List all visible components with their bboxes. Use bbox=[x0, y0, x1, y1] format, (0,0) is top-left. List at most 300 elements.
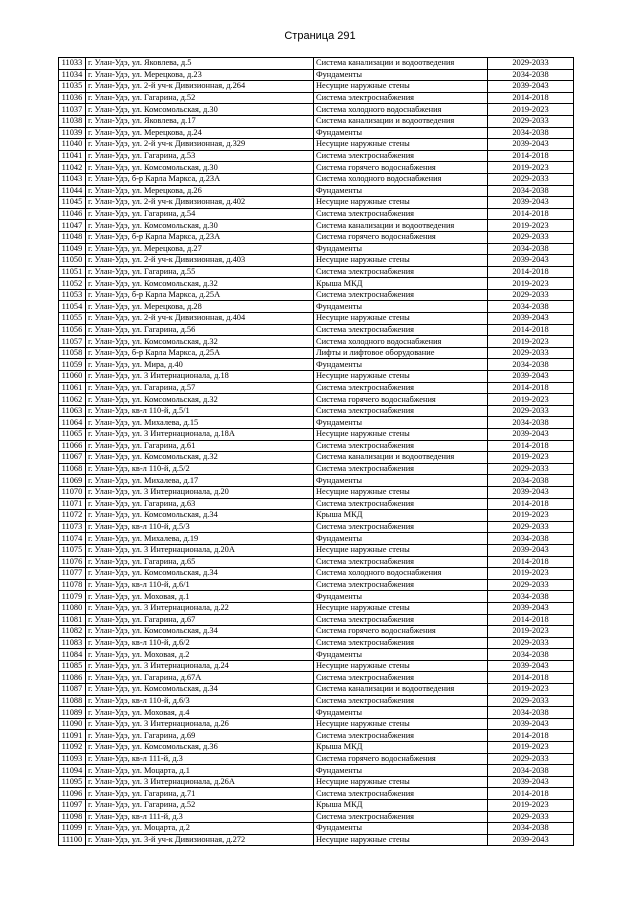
address-cell: г. Улан-Удэ, кв-л 111-й, д.3 bbox=[86, 811, 314, 823]
address-cell: г. Улан-Удэ, ул. Гагарина, д.71 bbox=[86, 788, 314, 800]
table-row bbox=[59, 429, 574, 441]
table-row bbox=[59, 58, 574, 70]
row-number-cell: 11047 bbox=[59, 220, 86, 232]
work-type-cell: Система горячего водоснабжения bbox=[314, 753, 488, 765]
address-cell: г. Улан-Удэ, ул. Мерецкова, д.23 bbox=[86, 69, 314, 81]
period-cell: 2029-2033 bbox=[488, 58, 574, 70]
period-cell: 2029-2033 bbox=[488, 695, 574, 707]
period-cell: 2039-2043 bbox=[488, 544, 574, 556]
work-type-cell: Система электроснабжения bbox=[314, 672, 488, 684]
table-row bbox=[59, 440, 574, 452]
row-number-cell: 11066 bbox=[59, 440, 86, 452]
period-cell: 2039-2043 bbox=[488, 81, 574, 93]
address-cell: г. Улан-Удэ, ул. 3 Интернационала, д.20 bbox=[86, 486, 314, 498]
address-cell: г. Улан-Удэ, ул. 2-й уч-к Дивизионная, д.403 bbox=[86, 255, 314, 267]
period-cell: 2019-2023 bbox=[488, 104, 574, 116]
table-row bbox=[59, 266, 574, 278]
work-type-cell: Система холодного водоснабжения bbox=[314, 173, 488, 185]
period-cell: 2029-2033 bbox=[488, 347, 574, 359]
address-cell: г. Улан-Удэ, ул. Гагарина, д.56 bbox=[86, 324, 314, 336]
work-type-cell: Система горячего водоснабжения bbox=[314, 626, 488, 638]
work-type-cell: Система электроснабжения bbox=[314, 637, 488, 649]
table-row bbox=[59, 533, 574, 545]
period-cell: 2039-2043 bbox=[488, 834, 574, 846]
address-cell: г. Улан-Удэ, ул. 2-й уч-к Дивизионная, д.404 bbox=[86, 313, 314, 325]
row-number-cell: 11053 bbox=[59, 289, 86, 301]
row-number-cell: 11043 bbox=[59, 173, 86, 185]
address-cell: г. Улан-Удэ, ул. 3 Интернационала, д.20А bbox=[86, 544, 314, 556]
row-number-cell: 11071 bbox=[59, 498, 86, 510]
work-type-cell: Система холодного водоснабжения bbox=[314, 104, 488, 116]
work-type-cell: Крыша МКД bbox=[314, 800, 488, 812]
work-type-cell: Система электроснабжения bbox=[314, 266, 488, 278]
period-cell: 2014-2018 bbox=[488, 614, 574, 626]
address-cell: г. Улан-Удэ, ул. Комсомольская, д.30 bbox=[86, 162, 314, 174]
period-cell: 2039-2043 bbox=[488, 486, 574, 498]
table-row bbox=[59, 602, 574, 614]
work-type-cell: Система канализации и водоотведения bbox=[314, 58, 488, 70]
row-number-cell: 11037 bbox=[59, 104, 86, 116]
work-type-cell: Система горячего водоснабжения bbox=[314, 394, 488, 406]
table-row bbox=[59, 336, 574, 348]
row-number-cell: 11057 bbox=[59, 336, 86, 348]
period-cell: 2029-2033 bbox=[488, 811, 574, 823]
address-cell: г. Улан-Удэ, ул. Михалева, д.17 bbox=[86, 475, 314, 487]
row-number-cell: 11035 bbox=[59, 81, 86, 93]
address-cell: г. Улан-Удэ, ул. 2-й уч-к Дивизионная, д.264 bbox=[86, 81, 314, 93]
table-row bbox=[59, 788, 574, 800]
work-type-cell: Система электроснабжения bbox=[314, 614, 488, 626]
period-cell: 2014-2018 bbox=[488, 266, 574, 278]
address-cell: г. Улан-Удэ, ул. Гагарина, д.52 bbox=[86, 92, 314, 104]
work-type-cell: Фундаменты bbox=[314, 69, 488, 81]
address-cell: г. Улан-Удэ, ул. Гагарина, д.52 bbox=[86, 800, 314, 812]
address-cell: г. Улан-Удэ, ул. 3 Интернационала, д.22 bbox=[86, 602, 314, 614]
row-number-cell: 11074 bbox=[59, 533, 86, 545]
table-row bbox=[59, 371, 574, 383]
work-type-cell: Система электроснабжения bbox=[314, 208, 488, 220]
period-cell: 2029-2033 bbox=[488, 289, 574, 301]
period-cell: 2029-2033 bbox=[488, 753, 574, 765]
period-cell: 2019-2023 bbox=[488, 336, 574, 348]
period-cell: 2014-2018 bbox=[488, 730, 574, 742]
table-row bbox=[59, 695, 574, 707]
address-cell: г. Улан-Удэ, ул. Гагарина, д.69 bbox=[86, 730, 314, 742]
address-cell: г. Улан-Удэ, ул. Комсомольская, д.32 bbox=[86, 278, 314, 290]
row-number-cell: 11070 bbox=[59, 486, 86, 498]
work-type-cell: Фундаменты bbox=[314, 127, 488, 139]
row-number-cell: 11092 bbox=[59, 742, 86, 754]
address-cell: г. Улан-Удэ, ул. Гагарина, д.54 bbox=[86, 208, 314, 220]
table-row bbox=[59, 81, 574, 93]
address-cell: г. Улан-Удэ, кв-л 110-й, д.6/1 bbox=[86, 579, 314, 591]
row-number-cell: 11078 bbox=[59, 579, 86, 591]
row-number-cell: 11089 bbox=[59, 707, 86, 719]
row-number-cell: 11060 bbox=[59, 371, 86, 383]
table-row bbox=[59, 730, 574, 742]
address-cell: г. Улан-Удэ, ул. Яковлева, д.5 bbox=[86, 58, 314, 70]
period-cell: 2034-2038 bbox=[488, 69, 574, 81]
work-type-cell: Фундаменты bbox=[314, 533, 488, 545]
work-type-cell: Фундаменты bbox=[314, 417, 488, 429]
table-row bbox=[59, 452, 574, 464]
row-number-cell: 11055 bbox=[59, 313, 86, 325]
period-cell: 2019-2023 bbox=[488, 626, 574, 638]
period-cell: 2034-2038 bbox=[488, 823, 574, 835]
period-cell: 2034-2038 bbox=[488, 475, 574, 487]
row-number-cell: 11044 bbox=[59, 185, 86, 197]
work-type-cell: Система электроснабжения bbox=[314, 579, 488, 591]
address-cell: г. Улан-Удэ, ул. 3 Интернационала, д.26 bbox=[86, 718, 314, 730]
table-row bbox=[59, 591, 574, 603]
period-cell: 2034-2038 bbox=[488, 127, 574, 139]
period-cell: 2034-2038 bbox=[488, 243, 574, 255]
row-number-cell: 11067 bbox=[59, 452, 86, 464]
table-row bbox=[59, 115, 574, 127]
row-number-cell: 11096 bbox=[59, 788, 86, 800]
table-row bbox=[59, 660, 574, 672]
row-number-cell: 11075 bbox=[59, 544, 86, 556]
address-cell: г. Улан-Удэ, ул. Гагарина, д.67А bbox=[86, 672, 314, 684]
row-number-cell: 11091 bbox=[59, 730, 86, 742]
table-row bbox=[59, 162, 574, 174]
work-type-cell: Фундаменты bbox=[314, 475, 488, 487]
work-type-cell: Крыша МКД bbox=[314, 278, 488, 290]
registry-table-body bbox=[59, 58, 574, 846]
table-row bbox=[59, 382, 574, 394]
address-cell: г. Улан-Удэ, кв-л 111-й, д.3 bbox=[86, 753, 314, 765]
work-type-cell: Система электроснабжения bbox=[314, 150, 488, 162]
address-cell: г. Улан-Удэ, ул. 3 Интернационала, д.18А bbox=[86, 429, 314, 441]
period-cell: 2014-2018 bbox=[488, 382, 574, 394]
row-number-cell: 11076 bbox=[59, 556, 86, 568]
period-cell: 2019-2023 bbox=[488, 278, 574, 290]
row-number-cell: 11059 bbox=[59, 359, 86, 371]
period-cell: 2034-2038 bbox=[488, 765, 574, 777]
table-row bbox=[59, 684, 574, 696]
period-cell: 2039-2043 bbox=[488, 313, 574, 325]
period-cell: 2034-2038 bbox=[488, 591, 574, 603]
row-number-cell: 11083 bbox=[59, 637, 86, 649]
row-number-cell: 11052 bbox=[59, 278, 86, 290]
row-number-cell: 11064 bbox=[59, 417, 86, 429]
row-number-cell: 11069 bbox=[59, 475, 86, 487]
row-number-cell: 11084 bbox=[59, 649, 86, 661]
work-type-cell: Фундаменты bbox=[314, 591, 488, 603]
address-cell: г. Улан-Удэ, ул. Комсомольская, д.32 bbox=[86, 394, 314, 406]
row-number-cell: 11049 bbox=[59, 243, 86, 255]
period-cell: 2034-2038 bbox=[488, 533, 574, 545]
table-row bbox=[59, 834, 574, 846]
work-type-cell: Фундаменты bbox=[314, 301, 488, 313]
address-cell: г. Улан-Удэ, ул. Комсомольская, д.34 bbox=[86, 684, 314, 696]
period-cell: 2014-2018 bbox=[488, 556, 574, 568]
row-number-cell: 11039 bbox=[59, 127, 86, 139]
period-cell: 2029-2033 bbox=[488, 173, 574, 185]
period-cell: 2034-2038 bbox=[488, 707, 574, 719]
table-row bbox=[59, 69, 574, 81]
address-cell: г. Улан-Удэ, ул. Гагарина, д.67 bbox=[86, 614, 314, 626]
period-cell: 2039-2043 bbox=[488, 718, 574, 730]
work-type-cell: Система электроснабжения bbox=[314, 556, 488, 568]
address-cell: г. Улан-Удэ, ул. Мерецкова, д.26 bbox=[86, 185, 314, 197]
work-type-cell: Фундаменты bbox=[314, 649, 488, 661]
work-type-cell: Несущие наружные стены bbox=[314, 371, 488, 383]
table-row bbox=[59, 672, 574, 684]
table-row bbox=[59, 544, 574, 556]
row-number-cell: 11046 bbox=[59, 208, 86, 220]
work-type-cell: Фундаменты bbox=[314, 185, 488, 197]
address-cell: г. Улан-Удэ, ул. Комсомольская, д.30 bbox=[86, 220, 314, 232]
table-row bbox=[59, 324, 574, 336]
work-type-cell: Система электроснабжения bbox=[314, 324, 488, 336]
work-type-cell: Несущие наружные стены bbox=[314, 139, 488, 151]
period-cell: 2034-2038 bbox=[488, 359, 574, 371]
address-cell: г. Улан-Удэ, кв-л 110-й, д.5/3 bbox=[86, 521, 314, 533]
work-type-cell: Система канализации и водоотведения bbox=[314, 220, 488, 232]
work-type-cell: Несущие наружные стены bbox=[314, 660, 488, 672]
work-type-cell: Система канализации и водоотведения bbox=[314, 684, 488, 696]
row-number-cell: 11086 bbox=[59, 672, 86, 684]
row-number-cell: 11082 bbox=[59, 626, 86, 638]
address-cell: г. Улан-Удэ, ул. Михалева, д.15 bbox=[86, 417, 314, 429]
address-cell: г. Улан-Удэ, ул. Мерецкова, д.24 bbox=[86, 127, 314, 139]
row-number-cell: 11098 bbox=[59, 811, 86, 823]
period-cell: 2034-2038 bbox=[488, 649, 574, 661]
period-cell: 2034-2038 bbox=[488, 185, 574, 197]
row-number-cell: 11097 bbox=[59, 800, 86, 812]
row-number-cell: 11081 bbox=[59, 614, 86, 626]
row-number-cell: 11058 bbox=[59, 347, 86, 359]
address-cell: г. Улан-Удэ, ул. Комсомольская, д.36 bbox=[86, 742, 314, 754]
row-number-cell: 11063 bbox=[59, 405, 86, 417]
row-number-cell: 11087 bbox=[59, 684, 86, 696]
work-type-cell: Система холодного водоснабжения bbox=[314, 568, 488, 580]
row-number-cell: 11034 bbox=[59, 69, 86, 81]
period-cell: 2039-2043 bbox=[488, 776, 574, 788]
row-number-cell: 11041 bbox=[59, 150, 86, 162]
address-cell: г. Улан-Удэ, ул. Мира, д.40 bbox=[86, 359, 314, 371]
row-number-cell: 11068 bbox=[59, 463, 86, 475]
table-row bbox=[59, 278, 574, 290]
table-row bbox=[59, 185, 574, 197]
period-cell: 2039-2043 bbox=[488, 371, 574, 383]
period-cell: 2014-2018 bbox=[488, 672, 574, 684]
address-cell: г. Улан-Удэ, ул. Комсомольская, д.34 bbox=[86, 568, 314, 580]
registry-table bbox=[58, 57, 574, 846]
period-cell: 2014-2018 bbox=[488, 150, 574, 162]
period-cell: 2034-2038 bbox=[488, 417, 574, 429]
row-number-cell: 11062 bbox=[59, 394, 86, 406]
address-cell: г. Улан-Удэ, ул. Комсомольская, д.32 bbox=[86, 336, 314, 348]
row-number-cell: 11080 bbox=[59, 602, 86, 614]
row-number-cell: 11036 bbox=[59, 92, 86, 104]
table-row bbox=[59, 498, 574, 510]
address-cell: г. Улан-Удэ, ул. Комсомольская, д.30 bbox=[86, 104, 314, 116]
work-type-cell: Несущие наружные стены bbox=[314, 776, 488, 788]
address-cell: г. Улан-Удэ, ул. 3 Интернационала, д.24 bbox=[86, 660, 314, 672]
work-type-cell: Система электроснабжения bbox=[314, 463, 488, 475]
period-cell: 2039-2043 bbox=[488, 139, 574, 151]
row-number-cell: 11061 bbox=[59, 382, 86, 394]
period-cell: 2014-2018 bbox=[488, 324, 574, 336]
table-row bbox=[59, 765, 574, 777]
period-cell: 2034-2038 bbox=[488, 301, 574, 313]
address-cell: г. Улан-Удэ, ул. Комсомольская, д.32 bbox=[86, 452, 314, 464]
period-cell: 2029-2033 bbox=[488, 521, 574, 533]
period-cell: 2039-2043 bbox=[488, 660, 574, 672]
period-cell: 2019-2023 bbox=[488, 452, 574, 464]
address-cell: г. Улан-Удэ, кв-л 110-й, д.6/2 bbox=[86, 637, 314, 649]
address-cell: г. Улан-Удэ, кв-л 110-й, д.5/1 bbox=[86, 405, 314, 417]
table-row bbox=[59, 313, 574, 325]
table-row bbox=[59, 556, 574, 568]
table-row bbox=[59, 92, 574, 104]
table-row bbox=[59, 220, 574, 232]
work-type-cell: Несущие наружные стены bbox=[314, 834, 488, 846]
period-cell: 2014-2018 bbox=[488, 92, 574, 104]
row-number-cell: 11065 bbox=[59, 429, 86, 441]
address-cell: г. Улан-Удэ, кв-л 110-й, д.5/2 bbox=[86, 463, 314, 475]
period-cell: 2019-2023 bbox=[488, 800, 574, 812]
address-cell: г. Улан-Удэ, ул. 3 Интернационала, д.18 bbox=[86, 371, 314, 383]
row-number-cell: 11042 bbox=[59, 162, 86, 174]
row-number-cell: 11085 bbox=[59, 660, 86, 672]
table-row bbox=[59, 173, 574, 185]
period-cell: 2029-2033 bbox=[488, 637, 574, 649]
work-type-cell: Система электроснабжения bbox=[314, 440, 488, 452]
table-row bbox=[59, 394, 574, 406]
address-cell: г. Улан-Удэ, ул. 3 Интернационала, д.26А bbox=[86, 776, 314, 788]
period-cell: 2039-2043 bbox=[488, 255, 574, 267]
work-type-cell: Крыша МКД bbox=[314, 510, 488, 522]
work-type-cell: Несущие наружные стены bbox=[314, 255, 488, 267]
table-row bbox=[59, 753, 574, 765]
table-row bbox=[59, 463, 574, 475]
work-type-cell: Несущие наружные стены bbox=[314, 486, 488, 498]
period-cell: 2029-2033 bbox=[488, 231, 574, 243]
work-type-cell: Несущие наружные стены bbox=[314, 81, 488, 93]
table-row bbox=[59, 568, 574, 580]
address-cell: г. Улан-Удэ, ул. Комсомольская, д.34 bbox=[86, 510, 314, 522]
period-cell: 2014-2018 bbox=[488, 788, 574, 800]
page-title: Страница 291 bbox=[284, 30, 356, 42]
table-row bbox=[59, 718, 574, 730]
table-row bbox=[59, 475, 574, 487]
address-cell: г. Улан-Удэ, ул. Гагарина, д.63 bbox=[86, 498, 314, 510]
table-row bbox=[59, 347, 574, 359]
row-number-cell: 11077 bbox=[59, 568, 86, 580]
table-row bbox=[59, 301, 574, 313]
table-row bbox=[59, 521, 574, 533]
row-number-cell: 11040 bbox=[59, 139, 86, 151]
work-type-cell: Лифты и лифтовое оборудование bbox=[314, 347, 488, 359]
address-cell: г. Улан-Удэ, б-р Карла Маркса, д.23А bbox=[86, 231, 314, 243]
period-cell: 2029-2033 bbox=[488, 115, 574, 127]
table-row bbox=[59, 208, 574, 220]
table-row bbox=[59, 243, 574, 255]
table-row bbox=[59, 800, 574, 812]
row-number-cell: 11073 bbox=[59, 521, 86, 533]
period-cell: 2019-2023 bbox=[488, 162, 574, 174]
address-cell: г. Улан-Удэ, ул. Гагарина, д.53 bbox=[86, 150, 314, 162]
period-cell: 2019-2023 bbox=[488, 684, 574, 696]
row-number-cell: 11072 bbox=[59, 510, 86, 522]
table-row bbox=[59, 139, 574, 151]
period-cell: 2039-2043 bbox=[488, 602, 574, 614]
period-cell: 2019-2023 bbox=[488, 510, 574, 522]
work-type-cell: Крыша МКД bbox=[314, 742, 488, 754]
row-number-cell: 11038 bbox=[59, 115, 86, 127]
address-cell: г. Улан-Удэ, ул. Моцарта, д.2 bbox=[86, 823, 314, 835]
address-cell: г. Улан-Удэ, ул. Михалева, д.19 bbox=[86, 533, 314, 545]
work-type-cell: Система электроснабжения bbox=[314, 405, 488, 417]
table-row bbox=[59, 579, 574, 591]
address-cell: г. Улан-Удэ, кв-л 110-й, д.6/3 bbox=[86, 695, 314, 707]
work-type-cell: Система горячего водоснабжения bbox=[314, 231, 488, 243]
row-number-cell: 11094 bbox=[59, 765, 86, 777]
table-row bbox=[59, 510, 574, 522]
table-row bbox=[59, 614, 574, 626]
address-cell: г. Улан-Удэ, ул. Моховая, д.2 bbox=[86, 649, 314, 661]
table-row bbox=[59, 742, 574, 754]
row-number-cell: 11093 bbox=[59, 753, 86, 765]
work-type-cell: Система электроснабжения bbox=[314, 695, 488, 707]
work-type-cell: Система электроснабжения bbox=[314, 521, 488, 533]
row-number-cell: 11088 bbox=[59, 695, 86, 707]
address-cell: г. Улан-Удэ, ул. 2-й уч-к Дивизионная, д.402 bbox=[86, 197, 314, 209]
address-cell: г. Улан-Удэ, ул. Гагарина, д.57 bbox=[86, 382, 314, 394]
address-cell: г. Улан-Удэ, ул. Гагарина, д.65 bbox=[86, 556, 314, 568]
work-type-cell: Система горячего водоснабжения bbox=[314, 162, 488, 174]
work-type-cell: Система электроснабжения bbox=[314, 382, 488, 394]
work-type-cell: Система электроснабжения bbox=[314, 92, 488, 104]
address-cell: г. Улан-Удэ, б-р Карла Маркса, д.25А bbox=[86, 289, 314, 301]
table-row bbox=[59, 486, 574, 498]
period-cell: 2014-2018 bbox=[488, 440, 574, 452]
address-cell: г. Улан-Удэ, ул. Гагарина, д.61 bbox=[86, 440, 314, 452]
address-cell: г. Улан-Удэ, ул. Мерецкова, д.27 bbox=[86, 243, 314, 255]
table-row bbox=[59, 776, 574, 788]
period-cell: 2014-2018 bbox=[488, 498, 574, 510]
table-row bbox=[59, 104, 574, 116]
work-type-cell: Несущие наружные стены bbox=[314, 197, 488, 209]
address-cell: г. Улан-Удэ, б-р Карла Маркса, д.25А bbox=[86, 347, 314, 359]
period-cell: 2019-2023 bbox=[488, 568, 574, 580]
work-type-cell: Фундаменты bbox=[314, 707, 488, 719]
table-row bbox=[59, 707, 574, 719]
table-row bbox=[59, 255, 574, 267]
address-cell: г. Улан-Удэ, ул. Яковлева, д.17 bbox=[86, 115, 314, 127]
address-cell: г. Улан-Удэ, ул. 2-й уч-к Дивизионная, д.329 bbox=[86, 139, 314, 151]
row-number-cell: 11051 bbox=[59, 266, 86, 278]
address-cell: г. Улан-Удэ, ул. Моховая, д.1 bbox=[86, 591, 314, 603]
table-row bbox=[59, 289, 574, 301]
row-number-cell: 11100 bbox=[59, 834, 86, 846]
work-type-cell: Фундаменты bbox=[314, 243, 488, 255]
row-number-cell: 11079 bbox=[59, 591, 86, 603]
row-number-cell: 11050 bbox=[59, 255, 86, 267]
work-type-cell: Несущие наружные стены bbox=[314, 313, 488, 325]
period-cell: 2039-2043 bbox=[488, 429, 574, 441]
period-cell: 2019-2023 bbox=[488, 394, 574, 406]
period-cell: 2039-2043 bbox=[488, 197, 574, 209]
work-type-cell: Система канализации и водоотведения bbox=[314, 115, 488, 127]
work-type-cell: Несущие наружные стены bbox=[314, 429, 488, 441]
table-row bbox=[59, 150, 574, 162]
table-row bbox=[59, 811, 574, 823]
table-row bbox=[59, 405, 574, 417]
